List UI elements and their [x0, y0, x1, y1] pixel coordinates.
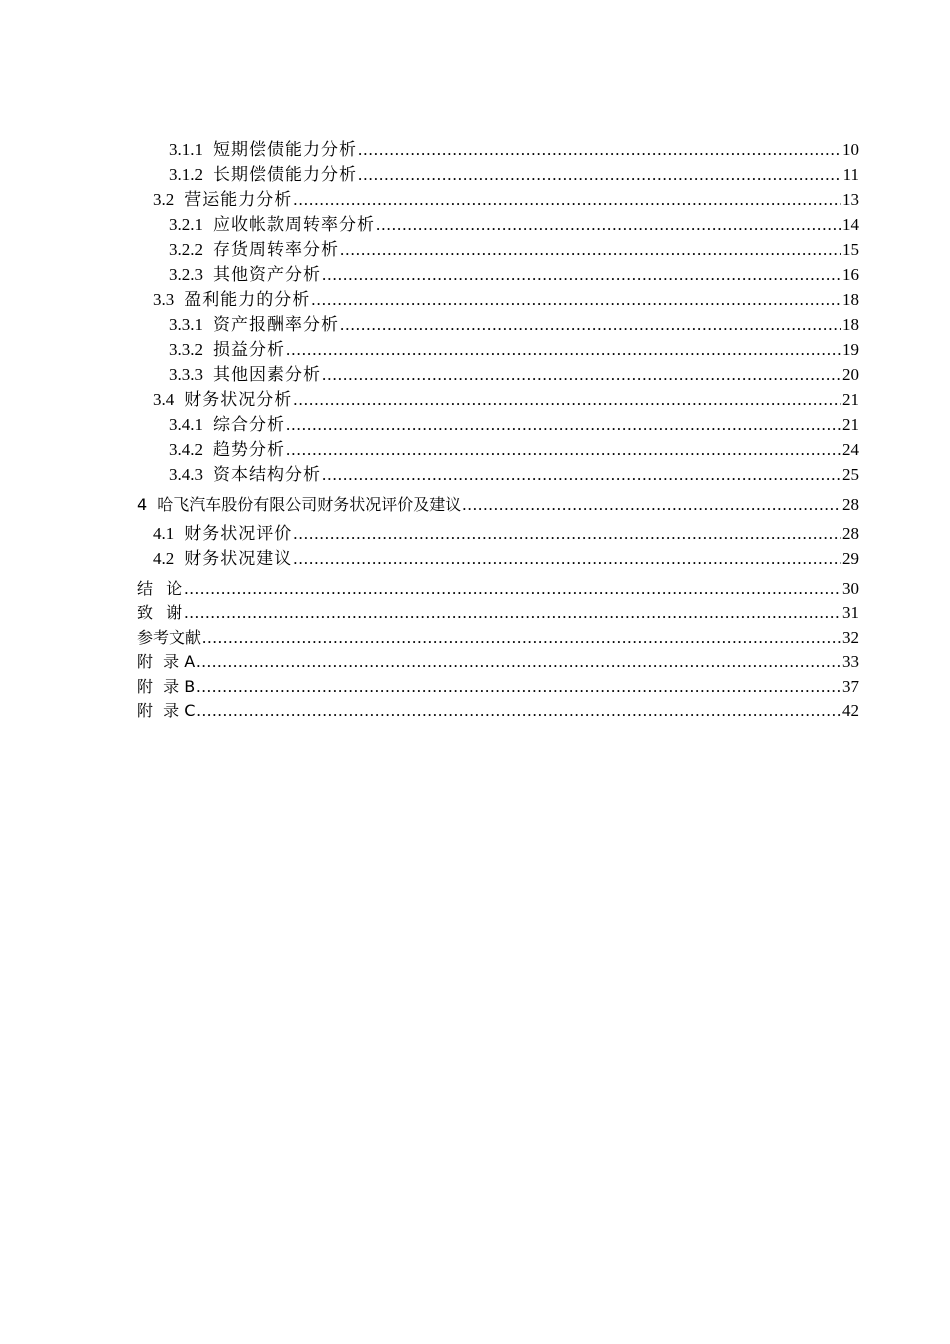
toc-entry[interactable]: [0, 521, 859, 546]
toc-entry[interactable]: [0, 462, 859, 487]
toc-entry-page: 16: [842, 265, 859, 284]
toc-entry[interactable]: [0, 494, 859, 514]
toc-leader-dots: [196, 703, 841, 718]
toc-leader-dots: [286, 412, 841, 437]
toc-entry-number: 4.1: [153, 524, 175, 543]
toc-entry-page: 28: [842, 524, 859, 543]
toc-entry[interactable]: [0, 387, 859, 412]
toc-entry[interactable]: [0, 262, 859, 287]
toc-entry-title: 附 录 A: [137, 652, 196, 671]
toc-entry[interactable]: [0, 546, 859, 571]
toc-entry-number: 3.1.2: [169, 165, 203, 184]
toc-leader-dots: [322, 262, 841, 287]
toc-leader-dots: [196, 654, 841, 669]
toc-leader-dots: [358, 137, 841, 162]
toc-entry-title: 综合分析: [213, 415, 285, 434]
toc-entry[interactable]: [0, 703, 859, 718]
toc-entry-page: 25: [842, 465, 859, 484]
toc-entry-title: 附 录 C: [137, 701, 196, 720]
toc-entry-number: 3.4.2: [169, 440, 203, 459]
toc-entry[interactable]: [0, 312, 859, 337]
toc-leader-dots: [340, 237, 841, 262]
toc-entry-page: 32: [842, 627, 859, 647]
toc-entry[interactable]: [0, 578, 859, 598]
toc-entry-page: 33: [842, 652, 859, 671]
toc-entry-title: 存货周转率分析: [213, 240, 339, 259]
toc-entry-page: 11: [842, 165, 859, 184]
toc-leader-dots: [293, 546, 841, 571]
toc-entry-number: 3.4: [153, 390, 175, 409]
toc-entry-number: 4.2: [153, 549, 175, 568]
toc-entry-number: 3.2: [153, 190, 175, 209]
toc-entry-page: 28: [842, 494, 859, 514]
toc-leader-dots: [184, 605, 841, 620]
toc-entry-title: 其他资产分析: [213, 265, 321, 284]
toc-entry-number: 3.4.1: [169, 415, 203, 434]
toc-entry[interactable]: [0, 337, 859, 362]
toc-entry-page: 21: [842, 390, 859, 409]
toc-leader-dots: [462, 497, 841, 512]
toc-entry-title: 趋势分析: [213, 440, 285, 459]
toc-entry-page: 15: [842, 240, 859, 259]
toc-entry-page: 37: [842, 676, 859, 696]
toc-leader-dots: [340, 312, 841, 337]
toc-leader-dots: [196, 679, 841, 694]
toc-entry-page: 30: [842, 578, 859, 598]
toc-entry-page: 42: [842, 701, 859, 720]
toc-entry-number: 4: [137, 494, 148, 514]
toc-leader-dots: [293, 521, 841, 546]
toc-entry[interactable]: [0, 212, 859, 237]
toc-entry-page: 14: [842, 215, 859, 234]
toc-entry-number: 3.3.3: [169, 365, 203, 384]
toc-entry-title: 财务状况分析: [184, 390, 293, 409]
toc-entry-title: 损益分析: [213, 340, 285, 359]
toc-leader-dots: [202, 630, 841, 645]
toc-entry-page: 24: [842, 440, 859, 459]
toc-entry-page: 31: [842, 603, 859, 622]
toc-entry-title: 哈飞汽车股份有限公司财务状况评价及建议: [157, 494, 462, 514]
toc-entry-title: 参考文献: [137, 627, 202, 647]
toc-entry[interactable]: [0, 654, 859, 669]
toc-entry-title: 致 谢: [137, 603, 184, 622]
toc-entry-title: 应收帐款周转率分析: [213, 215, 375, 234]
toc-entry-page: 20: [842, 365, 859, 384]
toc-leader-dots: [311, 287, 841, 312]
toc-entry[interactable]: [0, 437, 859, 462]
toc-entry-page: 21: [842, 415, 859, 434]
toc-leader-dots: [322, 462, 841, 487]
toc-entry[interactable]: [0, 162, 859, 187]
toc-entry[interactable]: [0, 676, 859, 696]
toc-entry-title: 短期偿债能力分析: [213, 140, 357, 159]
toc-entry-number: 3.1.1: [169, 140, 203, 159]
toc-leader-dots: [286, 337, 841, 362]
toc-entry-page: 18: [842, 290, 859, 309]
toc-entry[interactable]: [0, 237, 859, 262]
toc-entry-title: 财务状况评价: [184, 524, 293, 543]
toc-leader-dots: [184, 581, 841, 596]
toc-leader-dots: [293, 187, 841, 212]
toc-entry[interactable]: [0, 362, 859, 387]
toc-leader-dots: [293, 387, 841, 412]
toc-leader-dots: [376, 212, 841, 237]
toc-entry-number: 3.2.2: [169, 240, 203, 259]
toc-entry-page: 29: [842, 549, 859, 568]
toc-entry-title: 营运能力分析: [184, 190, 293, 209]
toc-leader-dots: [286, 437, 841, 462]
toc-entry-page: 18: [842, 315, 859, 334]
toc-leader-dots: [358, 162, 842, 187]
toc-entry-title: 盈利能力的分析: [184, 290, 311, 309]
toc-entry[interactable]: [0, 605, 859, 620]
toc-entry-title: 结 论: [137, 578, 184, 598]
toc-entry-title: 附 录 B: [137, 676, 196, 696]
toc-entry-title: 长期偿债能力分析: [213, 165, 357, 184]
toc-entry-number: 3.3.2: [169, 340, 203, 359]
toc-entry-title: 财务状况建议: [184, 549, 293, 568]
toc-entry-page: 10: [842, 140, 859, 159]
toc-entry-title: 资本结构分析: [213, 465, 321, 484]
toc-entry-number: 3.3: [153, 290, 175, 309]
toc-entry[interactable]: [0, 187, 859, 212]
toc-entry-title: 资产报酬率分析: [213, 315, 339, 334]
toc-entry-page: 19: [842, 340, 859, 359]
toc-entry[interactable]: [0, 627, 859, 647]
toc-entry-number: 3.3.1: [169, 315, 203, 334]
toc-entry-number: 3.4.3: [169, 465, 203, 484]
toc-entry-page: 13: [842, 190, 859, 209]
toc-entry-number: 3.2.3: [169, 265, 203, 284]
toc-entry-number: 3.2.1: [169, 215, 203, 234]
toc-entry[interactable]: [0, 287, 859, 312]
toc-entry[interactable]: [0, 137, 859, 162]
table-of-contents: [0, 137, 950, 728]
toc-entry[interactable]: [0, 412, 859, 437]
toc-entry-title: 其他因素分析: [213, 365, 321, 384]
toc-leader-dots: [322, 362, 841, 387]
